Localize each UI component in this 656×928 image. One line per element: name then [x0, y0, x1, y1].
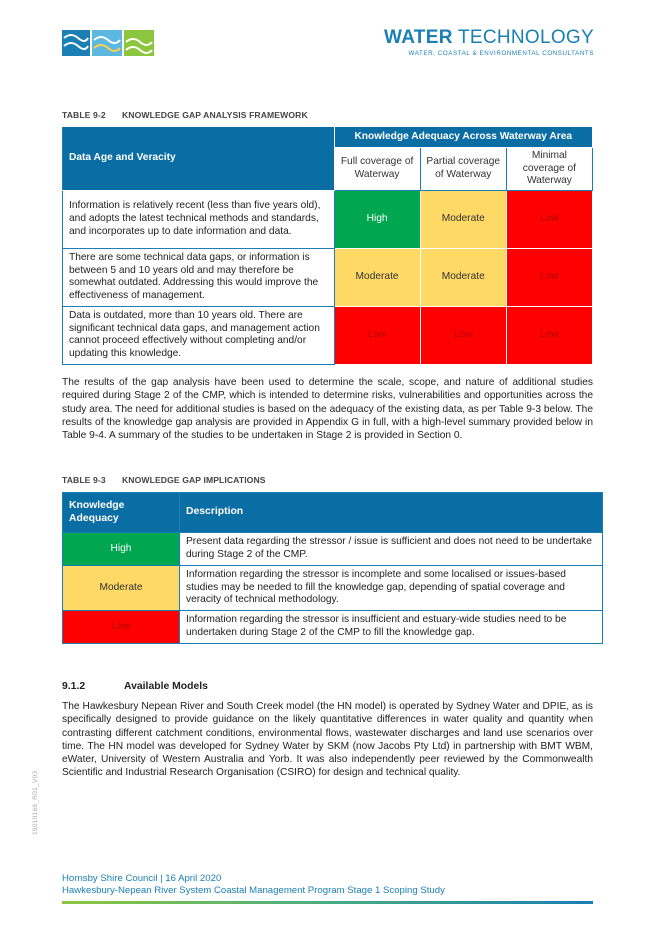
table-row: [63, 190, 593, 248]
rating-cell: Moderate: [334, 248, 420, 306]
row-header-cell: Data Age and Veracity: [63, 127, 335, 191]
table2-caption-number: TABLE 9-3: [62, 475, 106, 485]
page-footer: [62, 873, 445, 898]
implication-description: Information regarding the stressor is incomplete and some localised or issues-based studies may be needed to fill the knowledge gap, depending of spatial coverage and veracity of technical methodology.: [180, 566, 603, 611]
rating-cell: Low: [420, 306, 506, 364]
rating-cell: Moderate: [420, 190, 506, 248]
table1-caption-title: KNOWLEDGE GAP ANALYSIS FRAMEWORK: [122, 110, 308, 120]
table1-caption: [62, 110, 308, 120]
description-header: Description: [180, 493, 603, 533]
rating-cell: High: [334, 190, 420, 248]
table-row: [63, 248, 593, 306]
knowledge-gap-framework-table: [62, 126, 593, 365]
knowledge-gap-implications-table: [62, 492, 603, 644]
group-header-cell: Knowledge Adequacy Across Waterway Area: [334, 127, 593, 148]
document-reference: 19010166_R01_V03: [32, 770, 39, 835]
brand-block: [384, 28, 594, 57]
column-header-minimal: Minimal coverage of Waterway: [506, 148, 592, 191]
column-header-full: Full coverage of Waterway: [334, 148, 420, 191]
table2-caption: [62, 475, 266, 485]
rating-cell: Low: [506, 306, 592, 364]
water-technology-logo-icon: [62, 30, 154, 56]
implication-description: Information regarding the stressor is insufficient and estuary-wide studies need to be undertaken during Stage 2 of the CMP to fill the knowledge gap.: [180, 611, 603, 644]
rating-cell: Moderate: [420, 248, 506, 306]
table-row: [63, 306, 593, 364]
available-models-paragraph: The Hawkesbury Nepean River and South Creek model (the HN model) is operated by Sydney Water and DPIE, as is specifically designed to provide guidance on the likely quantitative differences in water quality and quantity when contrasting different catchment conditions, environmental flows, wastewater discharges and land use scenarios over time. The HN model was developed for Sydney Water by SKM (now Jacobs Pty Ltd) in partnership with BMT WBM, eWater, University of Western Australia and Yorb. It was also independently peer reviewed by the Commonwealth Scientific and Industrial Research Organisation (CSIRO) for design and technical quality.: [62, 701, 593, 779]
brand-name: [384, 28, 594, 48]
footer-divider: [62, 901, 593, 904]
adequacy-level-cell: High: [63, 533, 180, 566]
table1-caption-number: TABLE 9-2: [62, 110, 106, 120]
adequacy-level-cell: Low: [63, 611, 180, 644]
implication-description: Present data regarding the stressor / issue is sufficient and does not need to be undertake during Stage 2 of the CMP.: [180, 533, 603, 566]
brand-tagline: WATER, COASTAL & ENVIRONMENTAL CONSULTANTS: [408, 50, 594, 57]
footer-line-2: Hawkesbury-Nepean River System Coastal Management Program Stage 1 Scoping Study: [62, 885, 445, 897]
column-header-partial: Partial coverage of Waterway: [420, 148, 506, 191]
row-description: Information is relatively recent (less than five years old), and adopts the latest technical methods and standards, and incorporates up to date information and data.: [63, 190, 335, 248]
table-row: [63, 533, 603, 566]
rating-cell: Low: [506, 190, 592, 248]
adequacy-level-cell: Moderate: [63, 566, 180, 611]
table2-caption-title: KNOWLEDGE GAP IMPLICATIONS: [122, 475, 266, 485]
footer-line-1: Hornsby Shire Council | 16 April 2020: [62, 873, 222, 884]
section-heading: [62, 681, 208, 692]
section-title: Available Models: [124, 681, 208, 692]
gap-analysis-paragraph: The results of the gap analysis have been used to determine the scale, scope, and nature of additional studies required during Stage 2 of the CMP, which is intended to determine risks, vulnerabilities and opportunities across the study area. The need for additional studies is based on the adequacy of the existing data, as per Table 9-3 below. The results of the knowledge gap analysis are provided in Appendix G in full, with a high-level summary provided below in Table 9-4. A summary of the studies to be undertaken in Stage 2 is provided in Section 0.: [62, 377, 593, 442]
rating-cell: Low: [506, 248, 592, 306]
brand-name-bold: WATER: [384, 27, 453, 48]
row-description: There are some technical data gaps, or information is between 5 and 10 years old and may therefore be somewhat outdated. Addressing this would improve the effectiveness of management.: [63, 248, 335, 306]
row-description: Data is outdated, more than 10 years old. There are significant technical data gaps, and management action cannot proceed effectively without completing and/or updating this knowledge.: [63, 306, 335, 364]
section-number: 9.1.2: [62, 681, 86, 692]
table-row: [63, 566, 603, 611]
table-row: [63, 611, 603, 644]
rating-cell: Low: [334, 306, 420, 364]
brand-name-light: TECHNOLOGY: [457, 27, 594, 48]
knowledge-adequacy-header: Knowledge Adequacy: [63, 493, 180, 533]
